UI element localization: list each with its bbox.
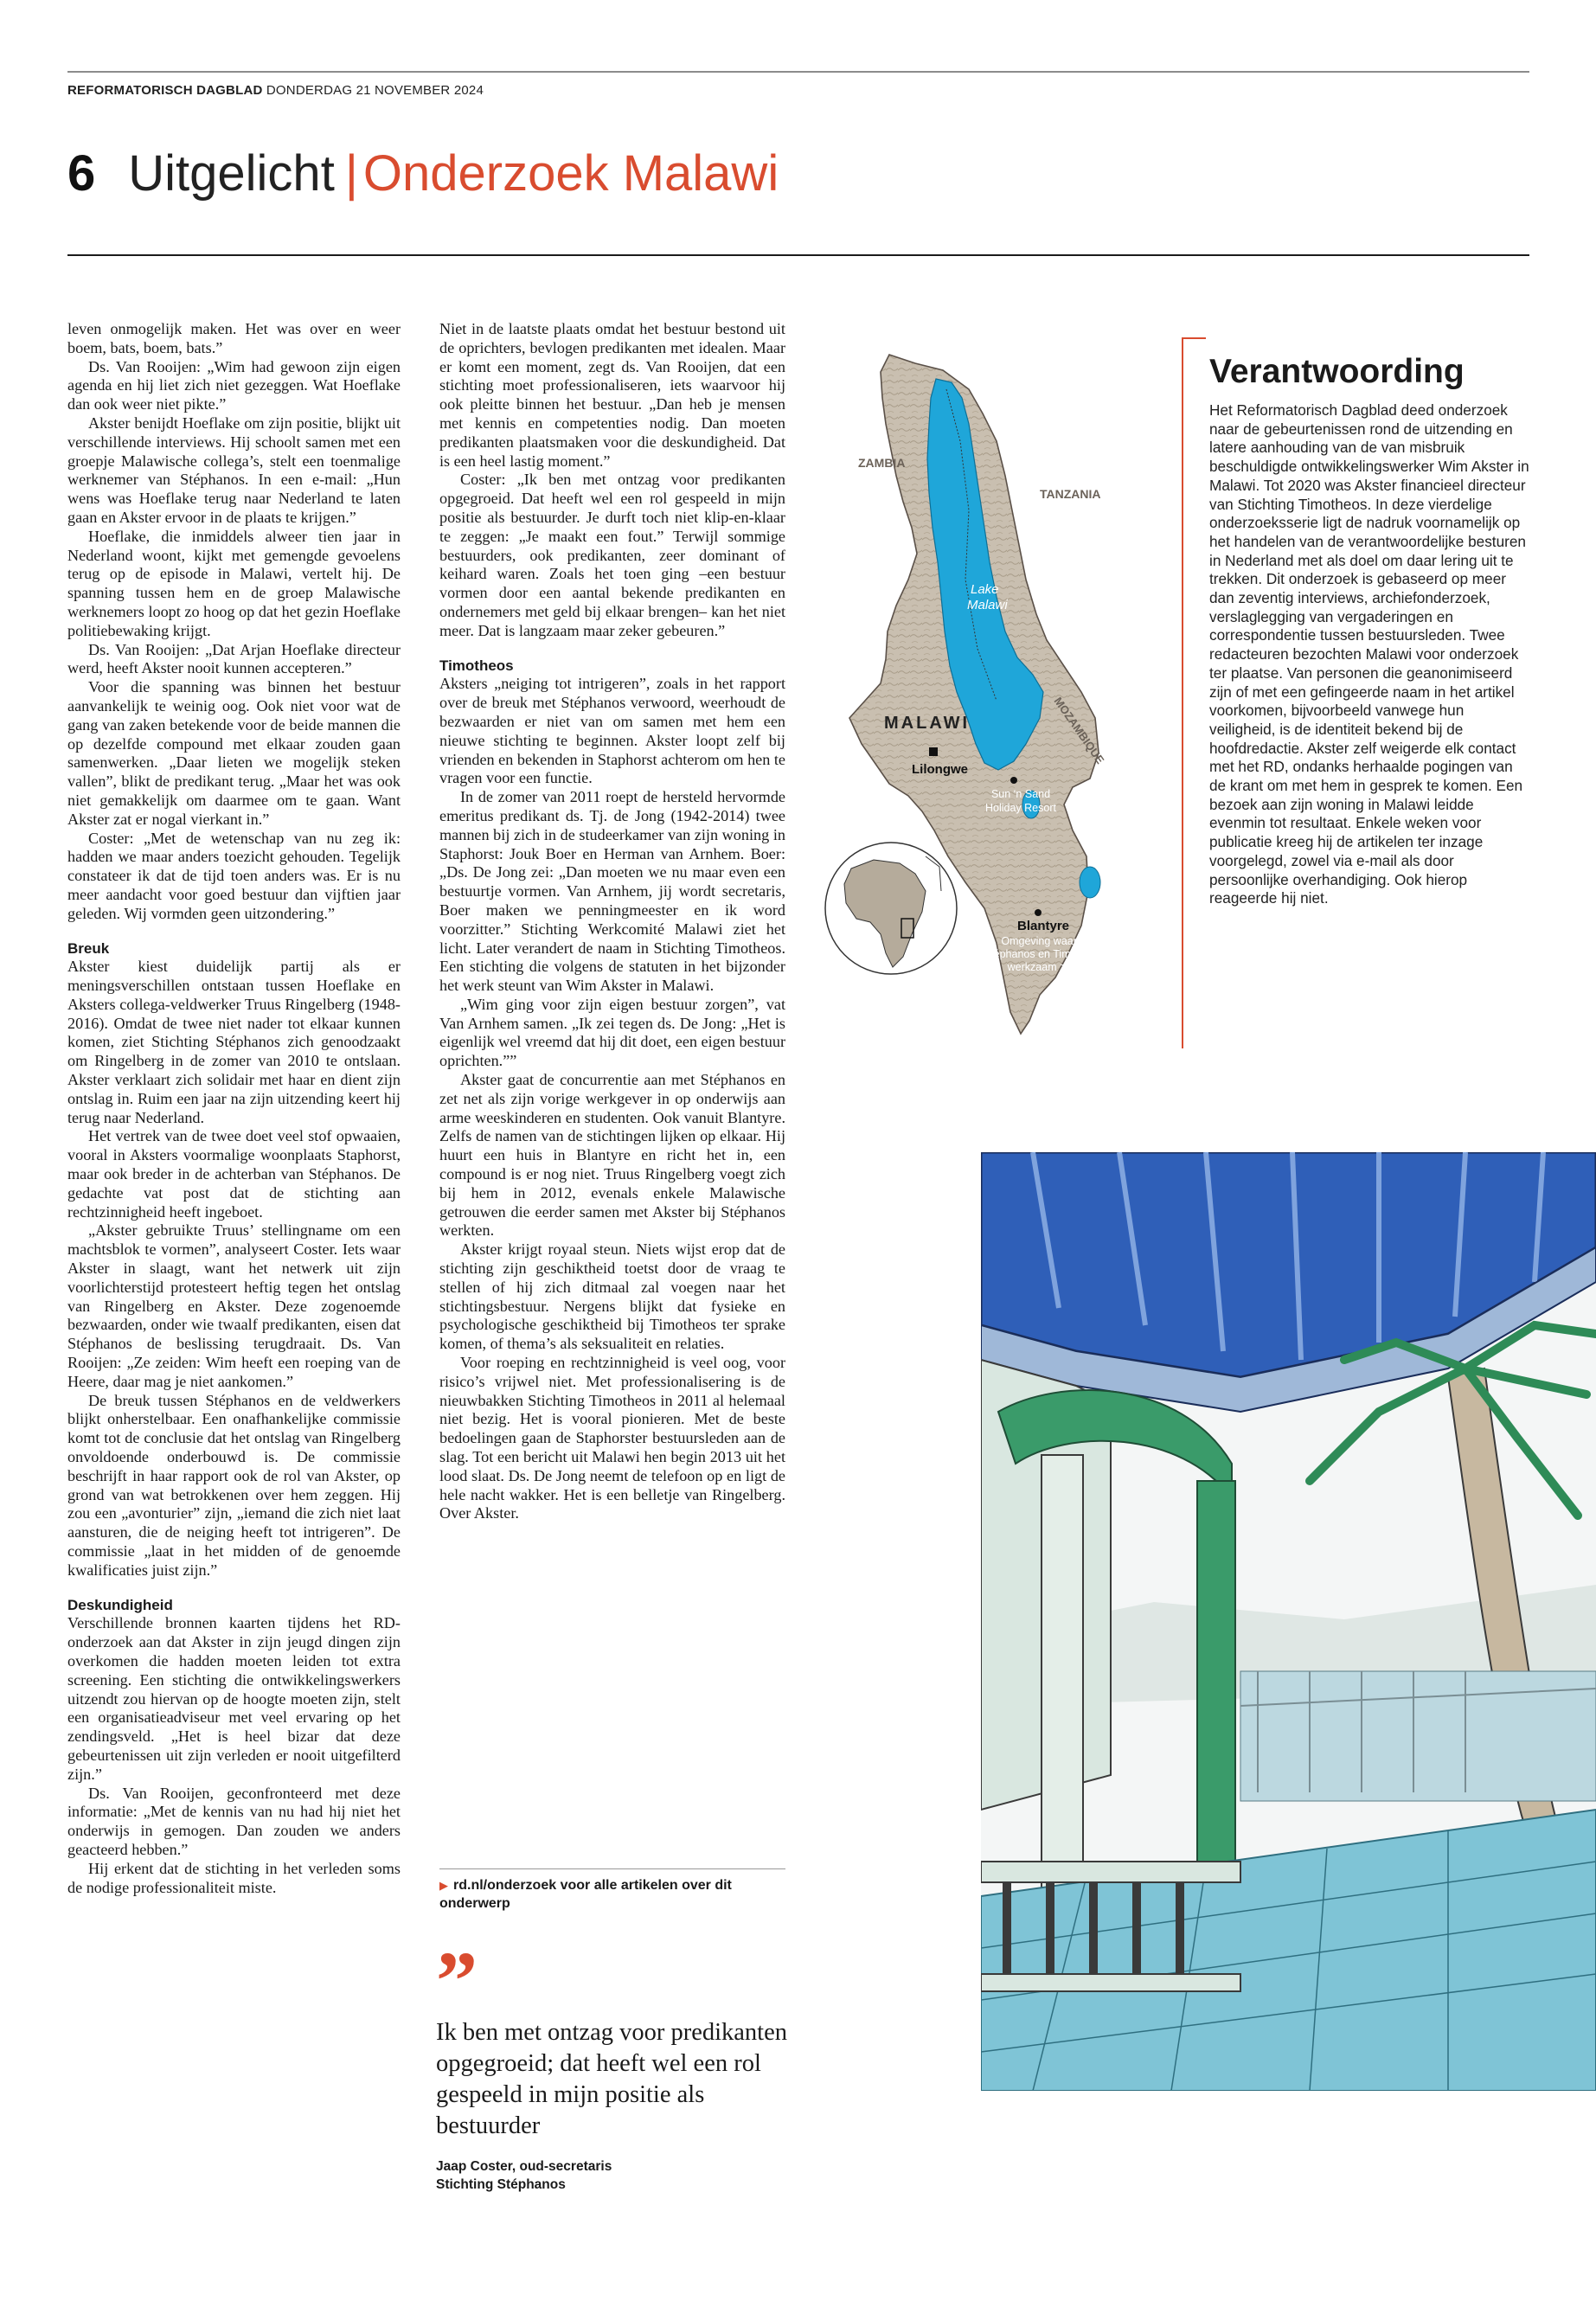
verantwoording-title: Verantwoording	[1209, 353, 1465, 390]
paragraph: Ds. Van Rooijen: „Dat Arjan Hoeflake directeur werd, heeft Akster nooit kunnen accepteren.”	[67, 640, 401, 677]
section-topic: Onderzoek Malawi	[362, 145, 779, 202]
verantwoording-box	[1182, 337, 1529, 1048]
paragraph: Coster: „Met de wetenschap van nu zeg ik: hadden we maar anders toezicht gehouden. Tegelijk constateer ik dat de tijd toen anders was. Er is nu meer aandacht voor goed bestuur dan vijftien jaar geleden. Wij vormden geen uitzondering.”	[67, 829, 401, 922]
paragraph: Akster kiest duidelijk partij als er meningsverschillen ontstaan tussen Hoeflake en Aksters collega-veldwerker Truus Ringelberg (1948-2016). Omdat de twee niet nader tot elkaar kunnen komen, ziet Stichting Stéphanos zich genoodzaakt om Ringelberg in de zomer van 2010 te ontslaan. Akster verklaart zich solidair met haar en dient zijn ontslag in. Ruim een jaar na zijn uitzending keert hij terug naar Nederland.	[67, 958, 401, 1126]
masthead-paper: REFORMATORISCH DAGBLAD	[67, 83, 263, 98]
subheading-timotheos: Timotheos	[439, 657, 514, 674]
article-column-2	[439, 320, 785, 1523]
blantyre-marker-icon	[1035, 909, 1042, 916]
map-label-resort-2: Holiday Resort	[985, 802, 1056, 814]
paragraph: Ds. Van Rooijen: „Wim had gewoon zijn eigen agenda en hij liet zich niet gezeggen. Wat Hoeflake dan ook weer niet pikte.”	[67, 357, 401, 413]
paragraph: Verschillende bronnen kaarten tijdens het RD-onderzoek aan dat Akster in zijn jeugd dingen zijn overkomen die hadden moeten leiden tot extra screening. Een stichting die ontwikkelingswerkers uitzendt zou hiervan op de hoogte moeten zijn, stelt een organisatieadviseur met veel ervaring op het zendingsveld. „Het is heel bizar dat deze gebeurtenissen uit zijn verleden er nooit uitgefilterd zijn.”	[67, 1614, 401, 1783]
map-label-resort-1: Sun ‘n Sand	[990, 788, 1051, 800]
map-label-lake-2: Malawi	[967, 598, 1008, 612]
page-number: 6	[67, 145, 96, 202]
paragraph: leven onmogelijk maken. Het was over en weer boem, bats, boem, bats.”	[67, 320, 401, 356]
masthead	[67, 71, 1529, 98]
section-name: Uitgelicht	[128, 145, 335, 202]
paragraph: Voor die spanning was binnen het bestuur aanvankelijk te weinig oog. Ook niet voor wat de gang van zaken betekende voor de beide mannen die op dezelfde compound met elkaar zouden gaan samenwerken. „Daar lieten we mogelijk steken vallen”, blikt de predikant terug. „Maar het was ook niet gemakkelijk om daarmee om te gaan. Want Akster zat er nogal vierkant in.”	[67, 678, 401, 828]
map-label-mozambique: MOZAMBIQUE	[1051, 695, 1107, 766]
map-label-zambia: ZAMBIA	[858, 456, 906, 470]
map-label-malawi: MALAWI	[884, 714, 971, 733]
map-label-lilongwe: Lilongwe	[912, 762, 968, 777]
map-label-area-2: Stéphanos en Timotheos	[983, 948, 1104, 960]
paragraph: De breuk tussen Stéphanos en de veldwerkers blijkt onherstelbaar. Een onafhankelijke commissie komt tot de conclusie dat het ontslag van Ringelberg onvoldoende onderbouwd is. De commissie beschrijft in haar rapport ook de rol van Akster, op grond van wat betrokkenen over hem zeggen. Hij zou een „avonturier” zijn, „iemand die zich niet laat aansturen, die de neiging heeft tot intrigeren”. De commissie „laat in het midden of de genoemde kwalificaties juist zijn.”	[67, 1391, 401, 1579]
map-label-lake-1: Lake	[971, 582, 999, 597]
quote-organization: Stichting Stéphanos	[436, 2177, 566, 2192]
map-label-area-1: Omgeving waarin	[1001, 935, 1086, 947]
quote-mark-icon: ”	[436, 1934, 478, 2027]
paragraph: Akster gaat de concurrentie aan met Stéphanos en zet net als zijn vorige werkgever in op onderwijs aan arme weeskinderen en studenten. Ook vanuit Blantyre. Zelfs de namen van de stichtingen lijken op elkaar. Hij huurt een huis in Blantyre en richt het in, een compound is er nog niet. Truus Ringelberg voegt zich bij hem in 2012, evenals enkele Malawische getrouwen die eerder samen met Akster bij Stéphanos werkten.	[439, 1071, 785, 1240]
verantwoording-text: Het Reformatorisch Dagblad deed onderzoek naar de gebeurtenissen rond de uitzending en latere aanhouding van de van misbruik beschuldigde ontwikkelingswerker Wim Akster in Malawi. Tot 2020 was Akster financieel directeur van Stichting Timotheos. In deze vierdelige onderzoeksserie ligt de nadruk voornamelijk op het handelen van de verantwoordelijke besturen in Nederland met als doel om daar lering uit te trekken. Dit onderzoek is gebaseerd op meer dan zeventig interviews, archiefonderzoek, verslaglegging van vergaderingen en correspondentie tussen bestuursleden. Twee redacteuren bezochten Malawi voor onderzoek ter plaatse. Van personen die geanonimiseerd zijn of met een gefingeerde naam in het artikel voorkomen, bijvoorbeeld vanwege hun veiligheid, is de identiteit bekend bij de hoofdredactie. Akster zelf weigerde elk contact met het RD, ondanks herhaalde pogingen van de krant om met hem in gesprek te komen. Een bezoek aan zijn woning in Malawi leidde evenmin tot resultaat. Enkele weken voor publicatie kreeg hij de artikelen ter inzage voorgelegd, zowel via e-mail als door persoonlijke overhandiging. Ook hierop reageerde hij niet.	[1209, 401, 1529, 907]
paragraph: In de zomer van 2011 roept de hersteld hervormde emeritus predikant ds. Tj. de Jong (1942-2014) twee mannen bij zich in de studeerkamer van zijn woning in Staphorst: Jouk Boer en Herman van Arnhem. Boer: „Ds. De Jong zei: „Dan moeten we nu maar even een bestuurtje vormen. Van Arnhem, jij wordt secretaris, Boer maken we penningmeester en ik word voorzitter.” Stichting Werkcomité Malawi ziet het licht. Later verandert de naam in Stichting Timotheos. Een stichting die volgens de statuten in het bijzonder het werk steunt van Wim Akster in Malawi.	[439, 788, 785, 995]
quote-author: Jaap Coster, oud-secretaris	[436, 2159, 612, 2174]
paragraph: Coster: „Ik ben met ontzag voor predikanten opgegroeid. Dat heeft wel een rol gespeeld in mijn positie als bestuurder. Je durft toch niet klip-en-klaar te zeggen: „Je maakt een fout.” Terwijl sommige bestuurders, ook predikanten, zeer dominant of keihard waren. Zoals het toen ging –een bestuur vormen door een aantal bekende predikanten en ondernemers met geld bij elkaar brengen– kan het niet meer. Dat is langzaam maar zeker gebeuren.”	[439, 471, 785, 639]
header-rule	[67, 254, 1529, 256]
map-label-tanzania: TANZANIA	[1040, 487, 1101, 501]
paragraph: Voor roeping en rechtzinnigheid is veel oog, voor risico’s vrijwel niet. Met professionalisering is de nieuwbakken Stichting Timotheos in 2011 al helemaal niet bezig. Het is vooral pionieren. Met de beste bedoelingen gaan de Staphorster bestuursleden aan de slag. Tot een bericht uit Malawi hen begin 2013 uit het lood slaat. Ds. De Jong neemt de telefoon op en ligt de hele nacht wakker. Het is een belletje van Ringelberg. Over Akster.	[439, 1354, 785, 1522]
paragraph: Aksters „neiging tot intrigeren”, zoals in het rapport over de breuk met Stéphanos verwoord, weerhoudt de bezwaarden er niet van om samen met hem een nieuwe stichting te beginnen. Akster loopt zelf bij vrienden en bekenden in Staphorst achterom om hen te vragen voor een functie.	[439, 675, 786, 787]
quote-text: Ik ben met ontzag voor predikanten opgegroeid; dat heeft wel een rol gespeeld in mijn positie als bestuurder	[436, 2019, 787, 2139]
map-label-area-3: werkzaam zijn.	[1007, 961, 1080, 973]
paragraph: Akster krijgt royaal steun. Niets wijst erop dat de stichting zijn geschiktheid toetst door de vraag te stellen of hij zich ditmaal zal voegen naar het stichtingsbestuur. Nergens blijkt dat fysieke en psychologische geschiktheid bij Timotheos ter sprake komen, of thema’s als seksualiteit en relaties.	[439, 1240, 785, 1353]
verantwoording-accent-rule	[1183, 337, 1206, 339]
map-label-blantyre: Blantyre	[1016, 919, 1070, 933]
paragraph: Akster benijdt Hoeflake om zijn positie, blijkt uit verschillende interviews. Hij schoolt samen met een groepje Malawische collega’s, stelt een toenmalige werknemer van Stéphanos. In een e-mail: „Hun wens was Hoeflake terug naar Nederland te laten gaan en Akster ervoor in de plaats te krijgen.”	[67, 413, 401, 526]
resort-marker-icon	[1010, 777, 1017, 784]
masthead-date: DONDERDAG 21 NOVEMBER 2024	[266, 83, 484, 98]
column-right	[1197, 1481, 1235, 1896]
resort-veranda-illustration	[981, 1152, 1596, 2091]
paragraph: Hoeflake, die inmiddels alweer tien jaar in Nederland woont, kijkt met gemengde gevoelens terug op de episode in Malawi, vertelt hij. De spanning tussen hem en de groep Malawische werknemers loopt zo hoog op dat het gezin Hoeflake politiebewaking krijgt.	[67, 527, 401, 639]
article-column-1	[67, 320, 401, 1897]
section-header	[67, 144, 779, 204]
paragraph: Ds. Van Rooijen, geconfronteerd met deze informatie: „Met de kennis van nu had hij niet het onderwijs in gemogen. Dan zouden we anders geacteerd hebben.”	[67, 1784, 401, 1858]
paragraph: Niet in de laatste plaats omdat het bestuur bestond uit de oprichters, bevlogen predikanten met idealen. Maar er komt een moment, zegt ds. Van Rooijen, dat een stichting moet professionaliseren, iets waarvoor hij ook pleitte binnen het bestuur. „Dan heb je mensen met kennis en competenties nodig. Dan moeten predikanten plaatsmaken voor die deskundigheid. Dat is een heel lastig moment.”	[439, 320, 785, 470]
capital-marker-icon	[929, 747, 938, 756]
paragraph: „Akster gebruikte Truus’ stellingname om een machtsblok te vormen”, analyseert Coster. Iets waar Akster in slaagt, want het netwerk uit zijn voorlichterstijd protesteert heftig tegen het ontslag van Ringelberg en Akster. Deze zogenoemde bezwaarden, onder wie twaalf predikanten, eisen dat Stéphanos de beslissing terugdraait. Ds. Van Rooijen: „Ze zeiden: Wim heeft een roeping van de Heere, daar mag je niet aankomen.”	[67, 1221, 401, 1390]
online-reference[interactable]	[439, 1868, 785, 1913]
malawi-map	[813, 337, 1159, 1047]
section-separator: |	[344, 145, 358, 202]
subheading-breuk: Breuk	[67, 939, 110, 957]
subheading-deskundigheid: Deskundigheid	[67, 1596, 173, 1613]
pull-quote	[436, 1934, 791, 2194]
africa-globe-inset	[825, 843, 957, 974]
paragraph: Hij erkent dat de stichting in het verleden soms de nodige professionaliteit miste.	[67, 1859, 401, 1896]
online-reference-text[interactable]: rd.nl/onderzoek voor alle artikelen over dit onderwerp	[439, 1878, 732, 1911]
triangle-right-icon: ▶	[439, 1879, 448, 1892]
paragraph: „Wim ging voor zijn eigen bestuur zorgen”, vat Van Arnhem samen. „Ik zei tegen ds. De Jong: „Het is eigenlijk wel vreemd dat hij dit doet, een eigen bestuur oprichten.””	[439, 995, 786, 1070]
column-left	[1042, 1455, 1083, 1905]
paragraph: Het vertrek van de twee doet veel stof opwaaien, vooral in Aksters voormalige woonplaats Staphorst, maar ook breder in de achterban van Stéphanos. De gedachte vat post dat de stichting aan rechtzinnigheid heeft ingeboet.	[67, 1127, 401, 1221]
quote-attribution	[436, 2157, 791, 2194]
lake-chilwa	[1080, 867, 1100, 898]
